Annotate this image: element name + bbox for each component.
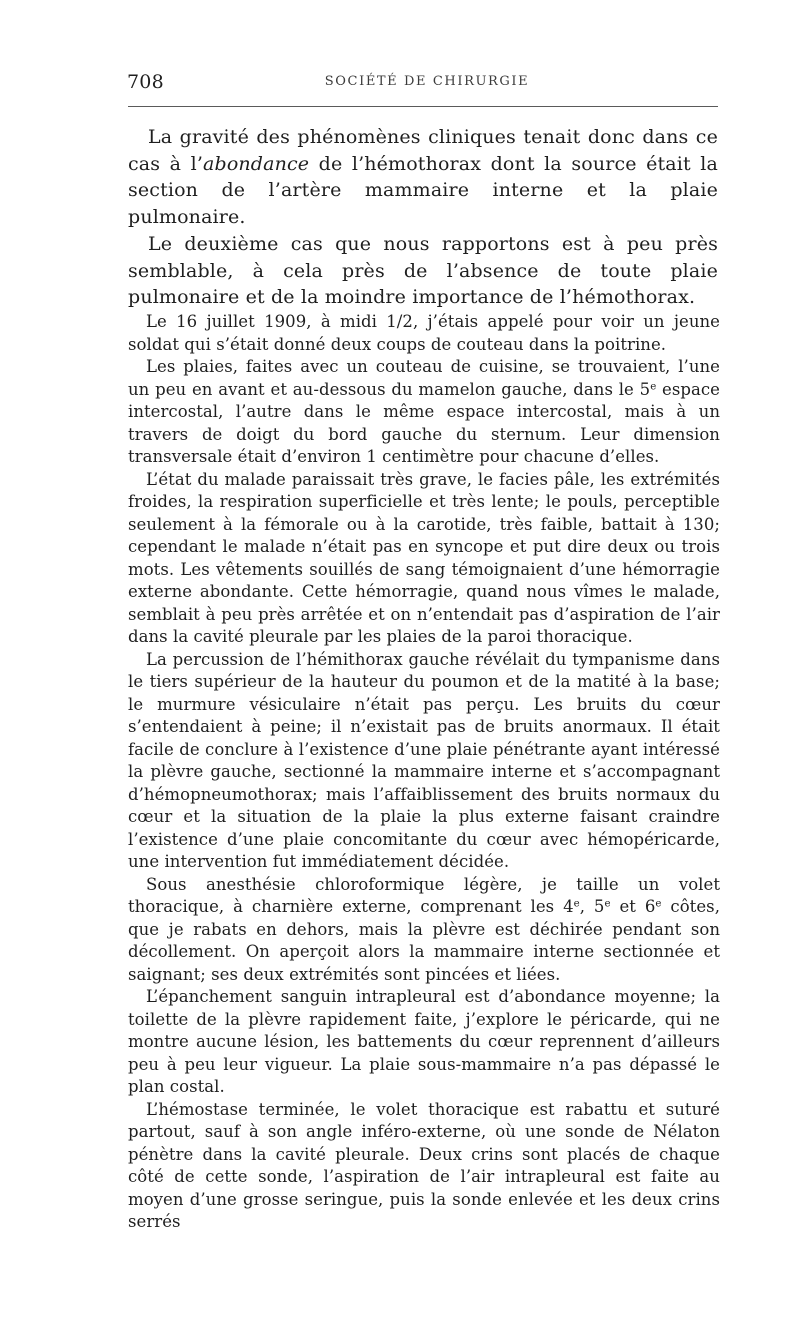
case-p5-part-b: , 5 <box>579 897 605 916</box>
case-p2-part-b: espace intercostal, l’autre dans le même espace intercostal, mais à un travers de doigt du bord gauche du sternum. Leur dimension transversale était d’environ 1 centimètre pour chacune d’elles. <box>128 379 720 466</box>
page-header <box>127 70 720 104</box>
case-p5-superscript-3: e <box>655 898 662 910</box>
page-number: 708 <box>127 71 164 93</box>
lead-p1-before: La gravité des phénomènes cliniques tenait donc dans ce cas à l’ <box>128 126 718 175</box>
case-paragraph-5 <box>128 874 720 987</box>
case-paragraph-6: L’épanchement sanguin intrapleural est d’abondance moyenne; la toilette de la plèvre rapidement faite, j’explore le péricarde, qui ne montre aucune lésion, les battements du cœur reprennent d’ailleurs peu à peu leur vigueur. La plaie sous-mammaire n’a pas dépassé le plan costal. <box>128 987 720 1096</box>
case-paragraph-3: L’état du malade paraissait très grave, le facies pâle, les extrémités froides, la respiration superficielle et très lente; le pouls, perceptible seulement à la fémorale ou à la carotide, très faible, battait à 130; cependant le malade n’était pas en syncope et put dire deux ou trois mots. Les vêtements souillés de sang témoignaient d’une hémorragie externe abondante. Cette hémorragie, quand nous vîmes le malade, semblait à peu près arrêtée et on n’entendait pas d’aspiration de l’air dans la cavité pleurale par les plaies de la paroi thoracique. <box>128 469 720 646</box>
case-p2-superscript: e <box>650 380 657 392</box>
header-rule <box>128 106 718 107</box>
case-paragraph-4: La percussion de l’hémithorax gauche révélait du tympanisme dans le tiers supérieur de la hauteur du poumon et de la matité à la base; le murmure vésiculaire n’était pas perçu. Les bruits du cœur s’entendaient à peine; il n’existait pas de bruits anormaux. Il était facile de conclure à l’existence d’une plaie pénétrante ayant intéressé la plèvre gauche, sectionné la mammaire interne et s’accompagnant d’hémopneumothorax; mais l’affaiblissement des bruits normaux du cœur et la situation de la plaie la plus externe faisant craindre l’existence d’une plaie concomitante du cœur avec hémopéricarde, une intervention fut immédiatement décidée. <box>128 649 720 871</box>
case-p5-superscript-1: e <box>573 898 580 910</box>
case-p5-superscript-2: e <box>604 898 611 910</box>
case-p5-part-c: et 6 <box>610 897 656 916</box>
case-p2-part-a: Les plaies, faites avec un couteau de cuisine, se trouvaient, l’une un peu en avant et au-dessous du mamelon gauche, dans le 5 <box>128 357 720 399</box>
lead-paragraph-1 <box>128 124 718 231</box>
case-paragraph-2 <box>128 356 720 469</box>
running-head: SOCIÉTÉ DE CHIRURGIE <box>324 74 530 89</box>
case-paragraph-7: L’hémostase terminée, le volet thoracique est rabattu et suturé partout, sauf à son angle inféro-externe, où une sonde de Nélaton pénètre dans la cavité pleurale. Deux crins sont placés de chaque côté de cette sonde, l’aspiration de l’air intrapleural est faite au moyen d’une grosse seringue, puis la sonde enlevée et les deux crins serrés <box>128 1099 720 1231</box>
case-p5-part-d: côtes, que je rabats en dehors, mais la plèvre est déchirée pendant son décollement. On aperçoit alors la mammaire interne sectionnée et saignant; ses deux extrémités sont pincées et liées. <box>128 897 720 984</box>
lead-p1-after: de l’hémothorax dont la source était la section de l’artère mammaire interne et la plaie pulmonaire. <box>128 152 718 229</box>
lead-paragraph-2: Le deuxième cas que nous rapportons est à peu près semblable, à cela près de l’absence de toute plaie pulmonaire et de la moindre importance de l’hémothorax. <box>128 232 718 309</box>
case-paragraph-1: Le 16 juillet 1909, à midi 1/2, j’étais appelé pour voir un jeune soldat qui s’était donné deux coups de couteau dans la poitrine. <box>128 312 720 354</box>
case-p5-part-a: Sous anesthésie chloroformique légère, je taille un volet thoracique, à charnière externe, comprenant les 4 <box>128 874 720 916</box>
lead-text <box>128 124 718 311</box>
case-report <box>128 311 720 1234</box>
lead-p1-emphasis: abondance <box>203 152 310 175</box>
